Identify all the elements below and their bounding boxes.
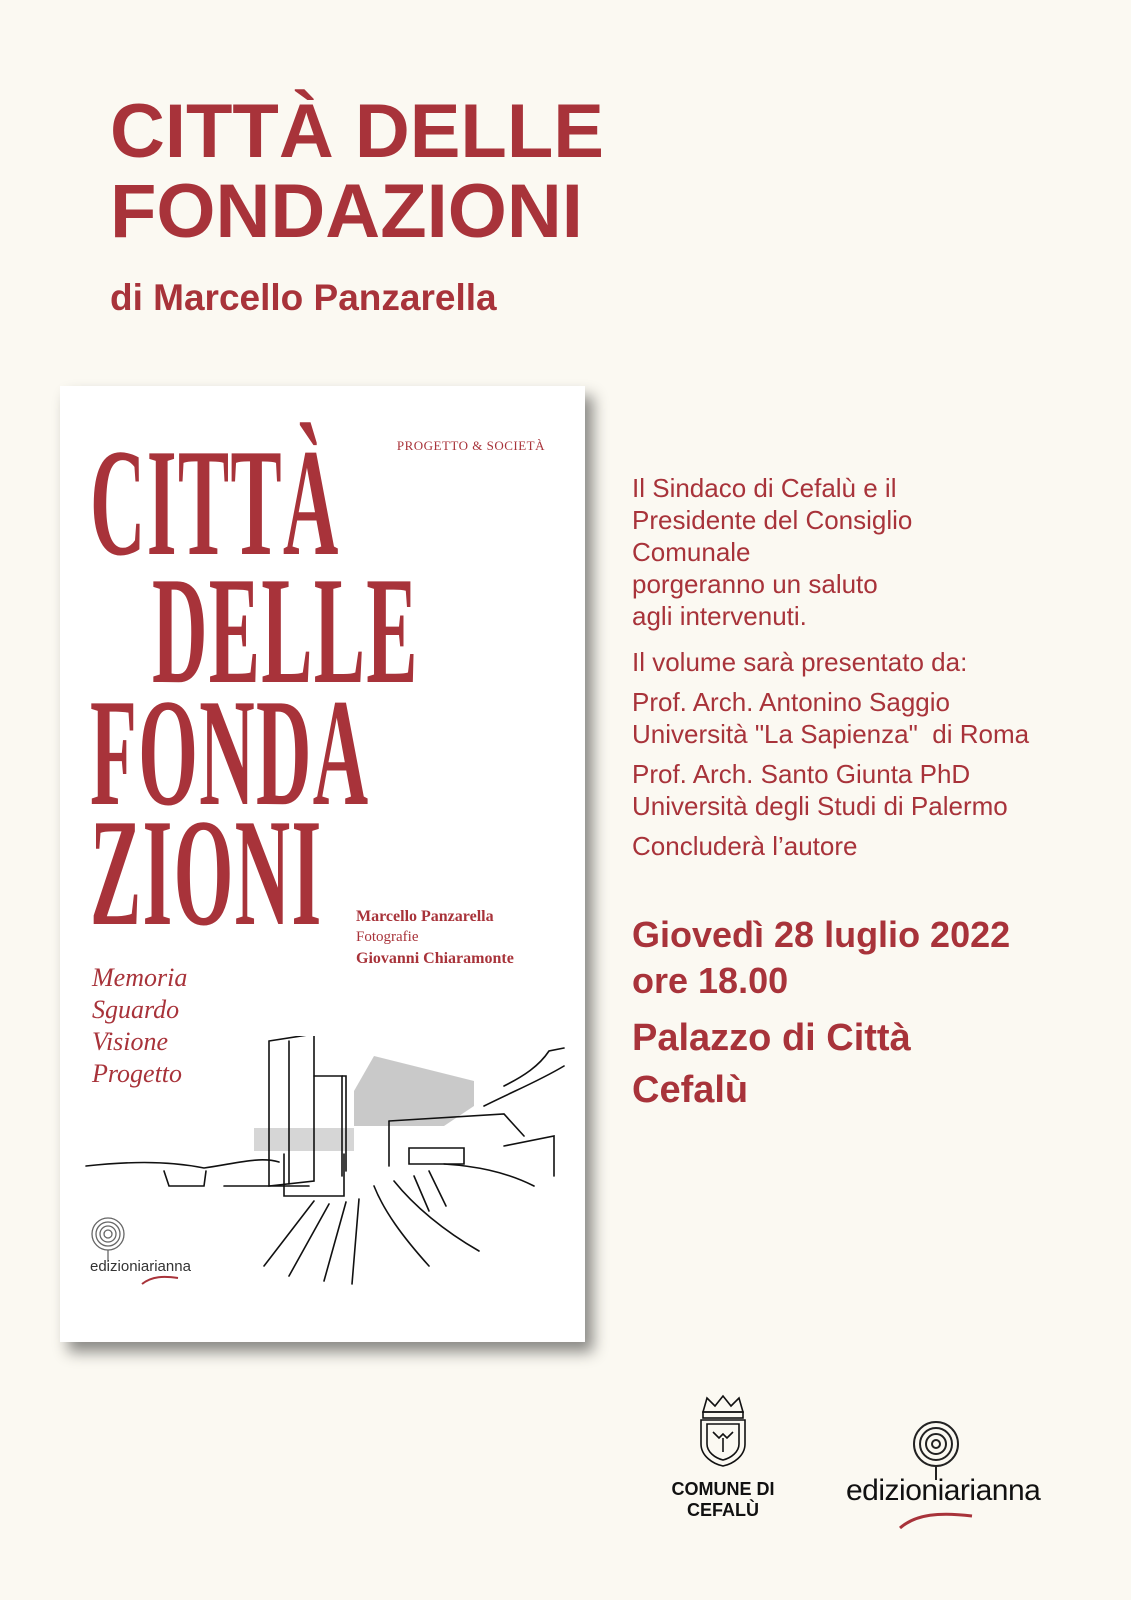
greeting-line: Il Sindaco di Cefalù e il: [632, 473, 897, 503]
labyrinth-logo-icon: [88, 1216, 128, 1262]
publisher-logo-text: edizioniarianna: [846, 1474, 1041, 1507]
comune-logo: [634, 1394, 812, 1521]
comune-label: COMUNE DI CEFALÙ: [671, 1479, 775, 1520]
cover-keyword: Memoria: [92, 963, 188, 992]
city-sketch-illustration: [84, 1036, 584, 1286]
poster-title-line-1: CITTÀ DELLE: [110, 89, 604, 174]
greeting-line: agli intervenuti.: [632, 601, 807, 631]
coat-of-arms-icon: [693, 1394, 753, 1468]
cover-author: Marcello Panzarella: [356, 908, 494, 925]
greeting-line: Presidente del Consiglio: [632, 505, 913, 535]
book-cover-image: [60, 386, 585, 1342]
cover-series-label: PROGETTO & SOCIETÀ: [396, 438, 545, 453]
event-city: Cefalù: [632, 1069, 749, 1111]
event-time: ore 18.00: [632, 960, 789, 1001]
event-venue: Palazzo di Città: [632, 1017, 911, 1059]
cover-credits: [356, 906, 514, 969]
speaker-2-name: Prof. Arch. Santo Giunta PhD: [632, 759, 971, 789]
cover-keyword: Sguardo: [92, 995, 180, 1024]
greeting-line: porgeranno un saluto: [632, 569, 878, 599]
cover-keyword: Progetto: [92, 1059, 183, 1088]
event-details: [632, 472, 1112, 862]
speaker-1-affiliation: Università "La Sapienza" di Roma: [632, 719, 1030, 749]
speaker-1-name: Prof. Arch. Antonino Saggio: [632, 687, 950, 717]
labyrinth-logo-icon: [910, 1420, 962, 1480]
poster-header: [110, 89, 604, 320]
swoosh-icon: [140, 1274, 180, 1288]
closing-note: Concluderà l’autore: [632, 831, 858, 861]
cover-title-line-1: CITTÀ: [90, 417, 340, 588]
cover-title-line-2: DELLE: [152, 545, 419, 716]
greeting-line: Comunale: [632, 537, 751, 567]
cover-title-line-4: ZIONI: [90, 787, 323, 958]
poster-title-line-2: FONDAZIONI: [110, 169, 583, 254]
event-date: Giovedì 28 luglio 2022: [632, 914, 1011, 955]
cover-publisher-logo-text: edizioniarianna: [90, 1258, 191, 1275]
cover-title-line-3: FONDA: [90, 667, 370, 838]
event-when-where: [632, 912, 1010, 1116]
speaker-2-affiliation: Università degli Studi di Palermo: [632, 791, 1008, 821]
swoosh-icon: [896, 1510, 976, 1532]
cover-keyword: Visione: [92, 1027, 169, 1056]
cover-photos-label: Fotografie: [356, 929, 419, 945]
presented-by-label: Il volume sarà presentato da:: [632, 647, 968, 677]
poster-subtitle: di Marcello Panzarella: [110, 277, 497, 318]
cover-photographer: Giovanni Chiaramonte: [356, 950, 514, 967]
